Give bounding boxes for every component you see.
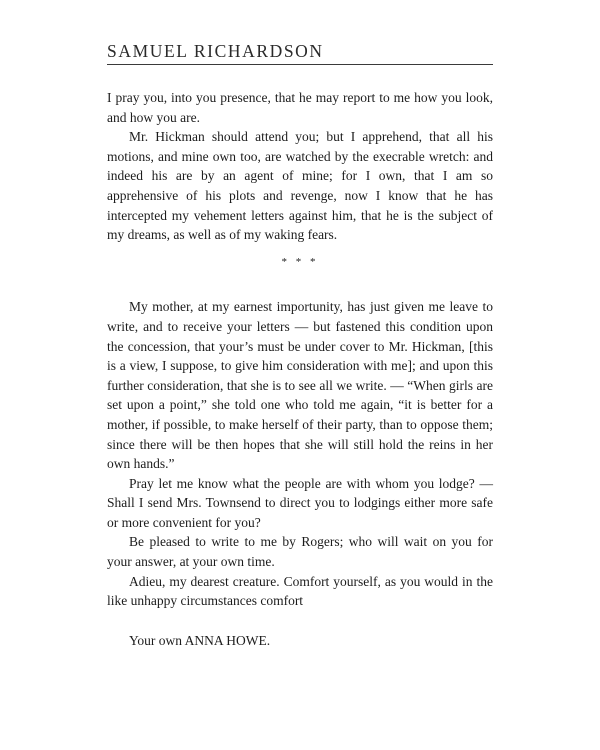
paragraph: Pray let me know what the people are with whom you lodge? — Shall I send Mrs. Townsend to direct you to lodgings either more safe or more convenient for you? [107, 475, 493, 530]
section-break: * * * [281, 255, 319, 268]
signature: Your own ANNA HOWE. [129, 632, 271, 648]
page-body [107, 88, 493, 650]
paragraph: Adieu, my dearest creature. Comfort yourself, as you would in the like unhappy circumstances comfort [107, 573, 493, 609]
paragraph: Be pleased to write to me by Rogers; who will wait on you for your answer, at your own time. [107, 534, 493, 570]
paragraph: I pray you, into you presence, that he may report to me how you look, and how you are. [107, 90, 493, 125]
running-head: SAMUEL RICHARDSON [107, 41, 324, 61]
header-rule [107, 64, 493, 65]
paragraph: My mother, at my earnest importunity, has just given me leave to write, and to receive your letters — but fastened this condition upon the concession, that your’s must be under cover to Mr. Hickman, [this is a view, I suppose, to give him consideration with me]; and upon this further consideration, that she is to see all we write. — “When girls are set upon a point,” she told one who told me again, “it is better for a mother, if possible, to make herself of their party, than to oppose them; since there will be then hopes that she will still hold the reins in her own hands.” [107, 299, 493, 472]
paragraph: Mr. Hickman should attend you; but I apprehend, that all his motions, and mine own too, are watched by the execrable wretch: and indeed his are by an agent of mine; for I own, that I am so apprehensive of his plots and revenge, now I know that he has intercepted my vehement letters against him, that he is the subject of my dreams, as well as of my waking fears. [107, 129, 493, 243]
page-header [107, 40, 493, 65]
